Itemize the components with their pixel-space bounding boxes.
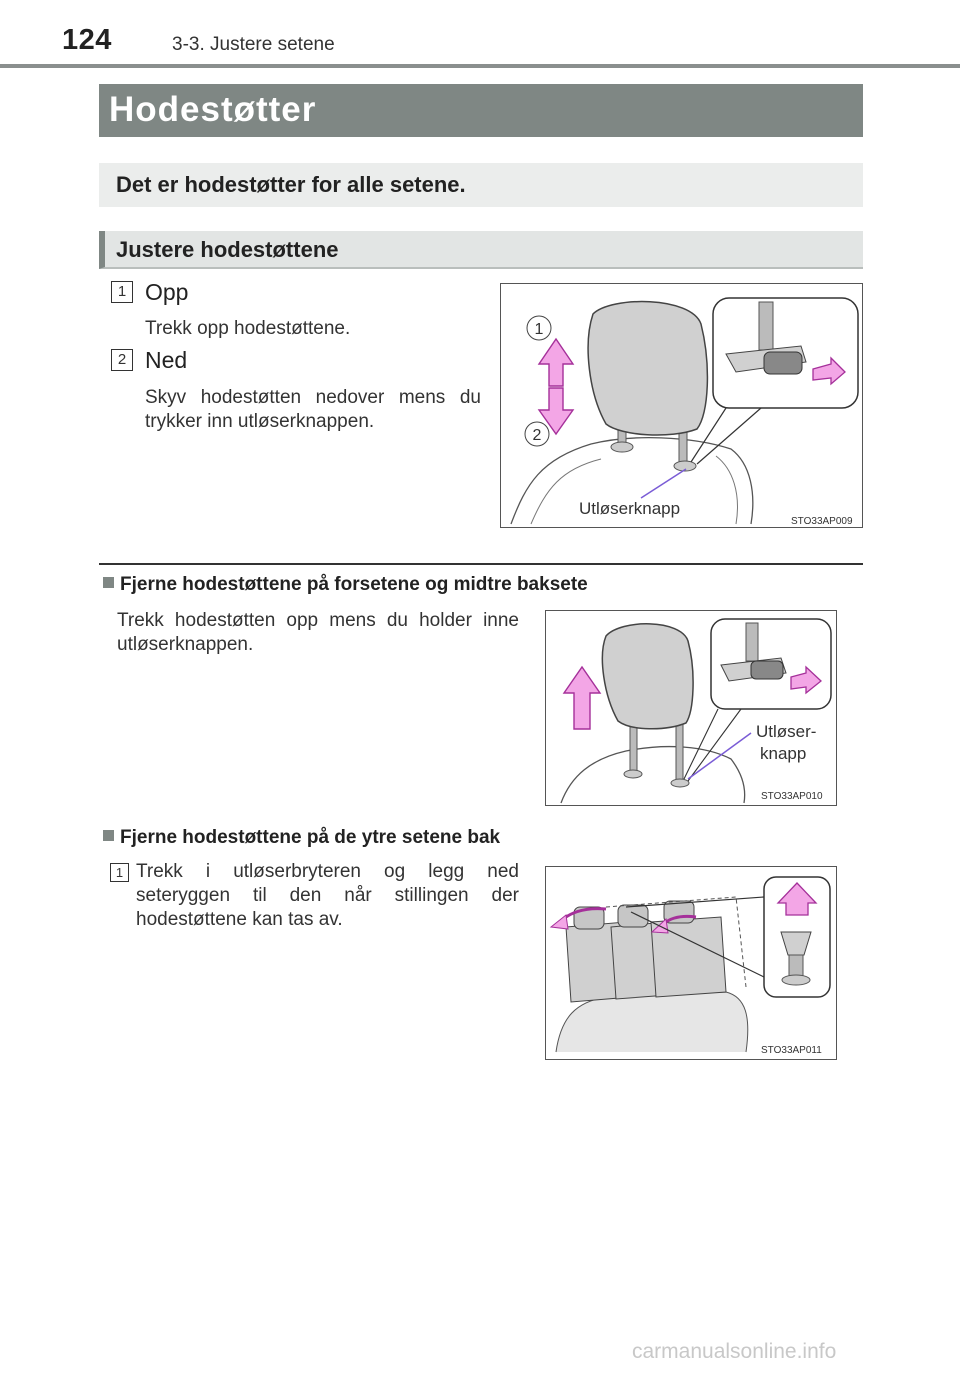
figure-code-1: STO33AP009	[791, 516, 853, 527]
subheading-adjust: Justere hodestøttene	[116, 237, 339, 262]
page-number: 124	[62, 24, 112, 56]
intro-box	[99, 163, 863, 207]
section-title-bar	[99, 84, 863, 137]
front-removal-illustration	[546, 611, 836, 805]
callout-2: 2	[532, 427, 542, 444]
bullet-square	[103, 577, 114, 588]
step-2-text: Skyv hodestøtten nedover mens du trykker inn utløserknappen.	[145, 387, 481, 432]
heading-front-removal-text: Fjerne hodestøttene på forsetene og midtre baksete	[120, 574, 588, 595]
step-1-number: 1	[111, 281, 133, 303]
heading-front-removal	[103, 574, 588, 596]
front-removal-text: Trekk hodestøtten opp mens du holder inne utløserknappen.	[117, 610, 519, 655]
figure-code-3: STO33AP011	[761, 1045, 822, 1056]
intro-text: Det er hodestøtter for alle setene.	[116, 172, 466, 197]
heading-rear-removal	[103, 827, 500, 849]
callout-1: 1	[534, 321, 544, 338]
bullet-square	[103, 830, 114, 841]
release-button-label: Utløserknapp	[579, 499, 681, 518]
section-title: Hodestøtter	[109, 90, 317, 129]
step-2-title: Ned	[145, 347, 188, 373]
chapter-title: 3-3. Justere setene	[172, 34, 335, 55]
headrest-adjust-illustration	[501, 284, 862, 527]
release-label-line2: knapp	[760, 744, 807, 763]
heading-rear-removal-text: Fjerne hodestøttene på de ytre setene bak	[120, 827, 501, 848]
rear-removal-illustration	[546, 867, 836, 1059]
header-rule	[0, 64, 960, 68]
section-divider	[99, 563, 863, 565]
figure-code-2: STO33AP010	[761, 791, 823, 802]
figure-headrest-adjust	[500, 283, 863, 528]
figure-front-removal	[545, 610, 837, 806]
subheading-bar	[99, 231, 863, 269]
step-1-text: Trekk opp hodestøttene.	[145, 318, 351, 339]
rear-step-number: 1	[110, 863, 129, 882]
rear-removal-text: Trekk i utløserbryteren og legg ned seteryggen til den når stillingen der hodestøttene kan tas av.	[136, 861, 519, 930]
watermark: carmanualsonline.info	[632, 1340, 837, 1363]
step-2-number: 2	[111, 349, 133, 371]
figure-rear-removal	[545, 866, 837, 1060]
release-label-line1: Utløser-	[756, 722, 817, 741]
step-1-title: Opp	[145, 279, 189, 305]
